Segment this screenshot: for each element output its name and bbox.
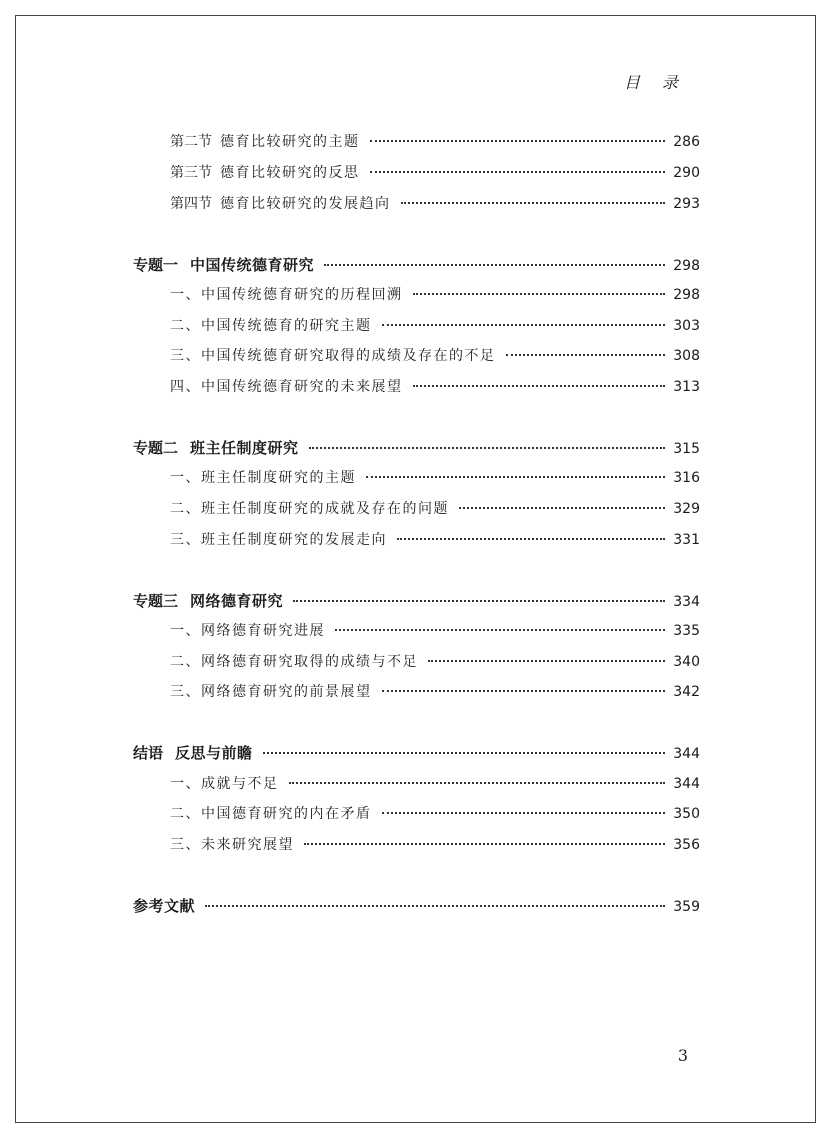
dot-leader [428,660,665,662]
toc-entry-page: 298 [673,258,700,274]
toc-entry-page: 290 [673,165,700,181]
dot-leader [366,476,665,478]
toc-entry-title: 二、中国传统德育的研究主题 [170,318,372,334]
toc-entry-title: 三、中国传统德育研究取得的成绩及存在的不足 [170,348,496,364]
dot-leader [293,600,665,602]
toc-entry-conclusion-2[interactable] [170,803,700,825]
toc-entry-section-2[interactable] [170,131,700,153]
toc-entry-page: 298 [673,287,700,303]
toc-entry-topic-3-3[interactable] [170,681,700,703]
toc-entry-title: 德育比较研究的反思 [220,165,360,181]
dot-leader [370,140,666,142]
toc-entry-number: 第四节 [170,196,212,212]
toc-entry-page: 344 [673,776,700,792]
toc-entry-page: 286 [673,134,700,150]
toc-entry-title: 一、网络德育研究进展 [170,623,325,639]
toc-entry-number: 结语 [133,744,164,762]
toc-entry-page: 350 [673,806,700,822]
toc-entry-references[interactable] [133,895,700,917]
toc-entry-page: 331 [673,532,700,548]
toc-entry-page: 293 [673,196,700,212]
dot-leader [382,324,666,326]
dot-leader [304,843,665,845]
dot-leader [506,354,666,356]
toc-entry-topic-1-3[interactable] [170,345,700,367]
toc-entry-topic-2-2[interactable] [170,498,700,520]
dot-leader [382,812,666,814]
toc-entry-title: 二、网络德育研究取得的成绩与不足 [170,654,418,670]
toc-entry-page: 329 [673,501,700,517]
toc-entry-title: 中国传统德育研究 [190,256,315,274]
toc-entry-number: 第三节 [170,165,212,181]
toc-entry-topic-2[interactable] [133,437,700,459]
dot-leader [289,782,666,784]
toc-entry-title: 参考文献 [133,897,196,915]
toc-entry-title: 三、网络德育研究的前景展望 [170,684,372,700]
toc-entry-title: 一、成就与不足 [170,776,279,792]
toc-entry-page: 308 [673,348,700,364]
toc-entry-page: 344 [673,746,700,762]
dot-leader [370,171,666,173]
toc-entry-title: 一、中国传统德育研究的历程回溯 [170,287,403,303]
page-number: 3 [677,1046,688,1065]
dot-leader [205,905,665,907]
toc-entry-page: 315 [673,441,700,457]
dot-leader [413,385,666,387]
running-head: 目录 [623,73,700,92]
toc-entry-page: 356 [673,837,700,853]
toc-entry-number: 专题三 [133,592,179,610]
toc-entry-title: 班主任制度研究 [190,439,299,457]
toc-entry-topic-3[interactable] [133,590,700,612]
toc-entry-page: 359 [673,899,700,915]
toc-entry-title: 三、班主任制度研究的发展走向 [170,532,387,548]
toc-entry-number: 专题二 [133,439,179,457]
toc-entry-title: 四、中国传统德育研究的未来展望 [170,379,403,395]
toc-entry-section-3[interactable] [170,162,700,184]
toc-entry-page: 342 [673,684,700,700]
toc-entry-title: 反思与前瞻 [175,744,253,762]
toc-entry-title: 一、班主任制度研究的主题 [170,470,356,486]
toc-entry-title: 德育比较研究的主题 [220,134,360,150]
dot-leader [382,690,666,692]
toc-entry-number: 专题一 [133,256,179,274]
dot-leader [459,507,665,509]
toc-entry-topic-1-1[interactable] [170,284,700,306]
toc-entry-section-4[interactable] [170,193,700,215]
toc-entry-conclusion[interactable] [133,742,700,764]
toc-entry-conclusion-1[interactable] [170,773,700,795]
toc-entry-topic-2-3[interactable] [170,529,700,551]
toc-entry-page: 303 [673,318,700,334]
toc-entry-page: 340 [673,654,700,670]
toc-entry-conclusion-3[interactable] [170,834,700,856]
toc-entry-title: 二、班主任制度研究的成就及存在的问题 [170,501,449,517]
dot-leader [413,293,666,295]
toc-entry-number: 第二节 [170,134,212,150]
dot-leader [263,752,666,754]
toc-entry-title: 德育比较研究的发展趋向 [220,196,391,212]
toc-entry-page: 334 [673,594,700,610]
toc-entry-topic-1-4[interactable] [170,376,700,398]
toc-entry-topic-1[interactable] [133,254,700,276]
toc-entry-title: 三、未来研究展望 [170,837,294,853]
toc-entry-topic-2-1[interactable] [170,467,700,489]
dot-leader [324,264,665,266]
toc-entry-topic-3-1[interactable] [170,620,700,642]
dot-leader [335,629,665,631]
dot-leader [401,202,666,204]
toc-entry-page: 313 [673,379,700,395]
toc-entry-title: 网络德育研究 [190,592,284,610]
dot-leader [309,447,666,449]
toc-entry-topic-3-2[interactable] [170,651,700,673]
dot-leader [397,538,665,540]
toc-entry-topic-1-2[interactable] [170,315,700,337]
toc-entry-page: 335 [673,623,700,639]
toc-entry-title: 二、中国德育研究的内在矛盾 [170,806,372,822]
toc-entry-page: 316 [673,470,700,486]
